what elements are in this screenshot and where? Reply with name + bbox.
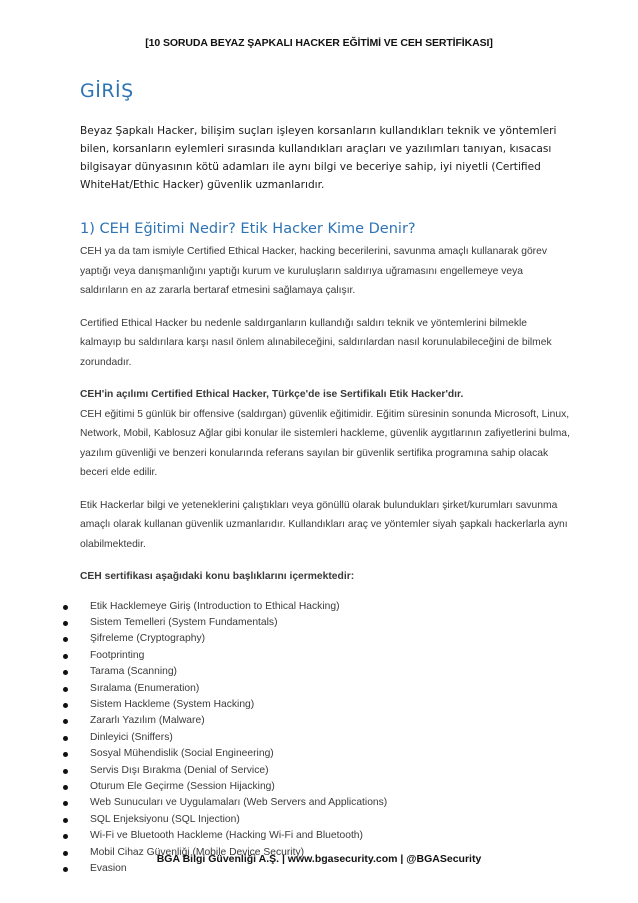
list-item <box>61 795 551 811</box>
list-item-label: SQL Enjeksiyonu (SQL Injection) <box>90 813 240 825</box>
list-item <box>61 697 551 713</box>
list-item-label: Evasion <box>90 863 127 874</box>
bullet-icon <box>63 719 68 724</box>
topics-list-heading: CEH sertifikası aşağıdaki konu başlıklarını içermektedir: <box>80 571 355 582</box>
bullet-icon <box>63 687 68 692</box>
list-item-label: Zararlı Yazılım (Malware) <box>90 715 205 727</box>
list-item-label: Dinleyici (Sniffers) <box>90 731 173 743</box>
list-item-label: Sistem Hackleme (System Hacking) <box>90 698 255 710</box>
list-item-label: Wi-Fi ve Bluetooth Hackleme (Hacking Wi-Fi and Bluetooth) <box>90 830 363 842</box>
list-item <box>61 631 551 647</box>
bullet-icon <box>63 818 68 823</box>
section-1-paragraph-2: Certified Ethical Hacker bu nedenle saldırganların kullandığı saldırı teknik ve yöntemlerini bilmekle kalmayıp bu saldırılara karşı nasıl önlem alınabileceğini, saldırılardan nasıl korunulabileceğini de bilmek zorundadır. <box>80 317 552 368</box>
list-item-label: Etik Hacklemeye Giriş (Introduction to Ethical Hacking) <box>90 600 340 612</box>
list-item-label: Footprinting <box>90 649 145 661</box>
bullet-icon <box>63 752 68 757</box>
list-item <box>61 615 551 631</box>
list-item-label: Sosyal Mühendislik (Social Engineering) <box>90 748 274 760</box>
intro-paragraph: Beyaz Şapkalı Hacker, bilişim suçları işleyen korsanların kullandıkları teknik ve yöntemleri bilen, korsanların eylemleri sırasında kullandıkları araçları ve yazılımları tanıyan, kısacası bilgisayar dünyasının kötü adamları ile aynı bilgi ve beceriye sahip, iyi niyetli (Certified WhiteHat/Ethic Hacker) güvenlik uzmanlarıdır. <box>80 125 557 191</box>
bullet-icon <box>63 769 68 774</box>
section-1-paragraph-4: Etik Hackerlar bilgi ve yeteneklerini çalıştıkları veya gönüllü olarak bulundukları şirket/kurumları savunma amaçlı olarak kullanan güvenlik uzmanlarıdır. Kullandıkları araç ve yöntemler siyah şapkalı hackerlarla aynı olabilmektedir. <box>80 499 568 550</box>
bullet-icon <box>63 867 68 872</box>
list-item-label: Sıralama (Enumeration) <box>90 682 200 694</box>
list-item <box>61 648 551 664</box>
ceh-definition-line: CEH'in açılımı Certified Ethical Hacker, Türkçe'de ise Sertifikalı Etik Hacker'dır. <box>80 389 464 400</box>
bullet-icon <box>63 834 68 839</box>
list-item <box>61 763 551 779</box>
bullet-icon <box>63 703 68 708</box>
list-item-label: Şifreleme (Cryptography) <box>90 633 206 645</box>
page-footer: BGA Bilgi Güvenliği A.Ş. | www.bgasecurity.com | @BGASecurity <box>156 853 482 865</box>
bullet-icon <box>63 605 68 610</box>
section-1-paragraph-3: CEH eğitimi 5 günlük bir offensive (saldırgan) güvenlik eğitimidir. Eğitim süresinin sonunda Microsoft, Linux, Network, Mobil, Kablosuz Ağlar gibi konular ile sistemleri hackleme, güvenlik aygıtlarının zafiyetlerini bulma, yazılım güvenliği ve benzeri konularında referans sayılan bir güvenlik sertifika programına sahip olacak beceri elde edilir. <box>80 408 570 478</box>
page-header: [10 SORUDA BEYAZ ŞAPKALI HACKER EĞİTİMİ VE CEH SERTİFİKASI] <box>145 37 493 49</box>
list-item <box>61 713 551 729</box>
list-item <box>61 779 551 795</box>
list-item <box>61 746 551 762</box>
list-item <box>61 664 551 680</box>
bullet-icon <box>63 736 68 741</box>
bullet-icon <box>63 670 68 675</box>
bullet-icon <box>63 654 68 659</box>
list-item <box>61 730 551 746</box>
bullet-icon <box>63 621 68 626</box>
list-item <box>61 828 551 844</box>
intro-title: GİRİŞ <box>80 80 134 102</box>
list-item-label: Sistem Temelleri (System Fundamentals) <box>90 616 278 628</box>
bullet-icon <box>63 637 68 642</box>
list-item-label: Tarama (Scanning) <box>90 666 177 678</box>
document-body <box>80 80 570 877</box>
list-item <box>61 681 551 697</box>
bullet-icon <box>63 785 68 790</box>
list-item-label: Web Sunucuları ve Uygulamaları (Web Servers and Applications) <box>90 797 388 809</box>
topics-list <box>61 599 551 878</box>
list-item <box>61 812 551 828</box>
section-1-paragraph-1: CEH ya da tam ismiyle Certified Ethical Hacker, hacking becerilerini, savunma amaçlı kullanarak görev yaptığı veya danışmanlığını yaptığı kurum ve kuruluşların saldırıya uğramasını engellemeye veya saldırıların en az zararla bertaraf etmesini sağlamaya çalışır. <box>80 246 547 296</box>
bullet-icon <box>63 801 68 806</box>
list-item <box>61 599 551 615</box>
list-item-label: Mobil Cihaz Güvenliği (Mobile Device Security) <box>90 846 305 858</box>
section-1-heading: 1) CEH Eğitimi Nedir? Etik Hacker Kime Denir? <box>80 221 416 237</box>
list-item-label: Servis Dışı Bırakma (Denial of Service) <box>90 764 269 776</box>
list-item-label: Oturum Ele Geçirme (Session Hijacking) <box>90 780 275 792</box>
